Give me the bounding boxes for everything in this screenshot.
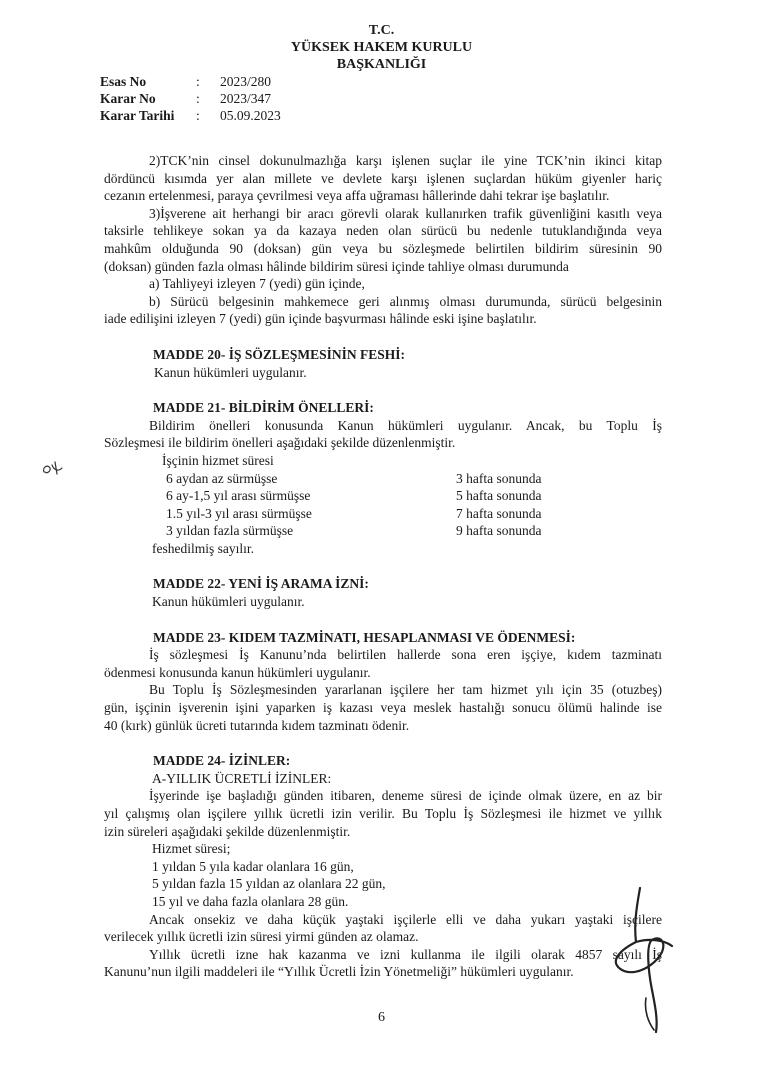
paragraph-line: Hizmet süresi; [152,841,231,857]
article-heading: MADDE 20- İŞ SÖZLEŞMESİNİN FESHİ: [153,346,406,362]
paragraph-line: (doksan) günden fazla olması hâlinde bildirim süresi içinde tahliye olması durumunda [104,258,569,274]
meta-key: Karar Tarihi [100,108,175,123]
paragraph-line: İşyerinde işe başladığı günden itibaren, deneme süresi de içinde olmak üzere, en az bir [149,788,662,804]
paragraph-line: Kanun hükümleri uygulanır. [152,594,305,610]
paragraph-line: Kanun hükümleri uygulanır. [154,364,307,380]
paragraph-line: Bildirim önelleri konusunda Kanun hükümleri uygulanır. Ancak, bu Toplu İş [149,417,662,433]
notice-period: 6 ay-1,5 yıl arası sürmüşse [166,488,311,504]
meta-key: Karar No [100,91,156,106]
paragraph-line: mahkûm olduğunda 90 (doksan) gün veya bu sözleşmede belirtilen bildirim süresinin 90 [104,240,662,256]
service-row: 15 yıl ve daha fazla olanlara 28 gün. [152,893,349,909]
paragraph-line: cezanın ertelenmesi, paraya çevrilmesi veya affa uğraması hâllerinde dahi tekrar işe başlatılır. [104,188,610,204]
meta-key: Esas No [100,74,147,89]
meta-value: 2023/347 [220,91,272,106]
paragraph-line: Sözleşmesi ile bildirim önelleri aşağıdaki şekilde düzenlenmiştir. [104,435,456,451]
paragraph-line: taksirle tehlikeye sokan ya da kazaya neden olan sürücü bu nedenle tutuklandığında veya [104,223,662,239]
meta-colon: : [196,91,200,106]
service-row: 5 yıldan fazla 15 yıldan az olanlara 22 gün, [152,876,386,892]
notice-duration: 5 hafta sonunda [456,488,542,504]
sub-heading: A-YILLIK ÜCRETLİ İZİNLER: [152,770,332,786]
notice-duration: 7 hafta sonunda [456,505,542,521]
notice-row [104,487,662,505]
paragraph-line: iade edilişini izleyen 7 (yedi) gün içinde başvurması hâlinde eski işine başlatılır. [104,311,537,327]
meta-row-esas [100,73,281,90]
handwritten-initials-mark [40,458,66,480]
document-body [104,152,662,981]
article-heading: MADDE 21- BİLDİRİM ÖNELLERİ: [153,400,374,416]
paragraph-line: Yıllık ücretli izne hak kazanma ve izni kullanma ile ilgili olarak 4857 sayılı İş [149,946,662,962]
service-row: 1 yıldan 5 yıla kadar olanlara 16 gün, [152,858,354,874]
notice-row [104,522,662,540]
notice-row [104,505,662,523]
document-header [0,22,763,73]
meta-colon: : [196,74,200,89]
paragraph-line: izin süreleri aşağıdaki şekilde düzenlenmiştir. [104,823,351,839]
meta-value: 2023/280 [220,74,272,89]
paragraph-line: Bu Toplu İş Sözleşmesinden yararlanan işçilere her tam hizmet yılı için 35 (otuzbeş) [149,682,662,698]
case-metadata [100,73,281,124]
header-line-institution: YÜKSEK HAKEM KURULU [290,40,473,55]
page-number: 6 [378,1010,385,1025]
paragraph-line: İşçinin hizmet süresi [162,452,274,468]
article-heading: MADDE 24- İZİNLER: [153,753,291,769]
paragraph-line: 40 (kırk) günlük ücreti tutarında kıdem tazminatı ödenir. [104,717,410,733]
paragraph-line: yıl çalışmış olan işçilere yıllık ücretli izin verilir. Bu Toplu İş Sözleşmesi ile hizmet ve yıllık [104,806,662,821]
notice-table [104,470,662,540]
paragraph-line: Ancak onsekiz ve daha küçük yaştaki işçilerle elli ve daha yukarı yaştaki işçilere [149,911,662,927]
article-heading: MADDE 23- KIDEM TAZMİNATI, HESAPLANMASI VE ÖDENMESİ: [153,629,576,645]
paragraph-line: 2)TCK’nin cinsel dokunulmazlığa karşı işlenen suçlar ile yine TCK’nin ikinci kitap [149,153,662,168]
paragraph-line: a) Tahliyeyi izleyen 7 (yedi) gün içinde, [149,276,365,292]
article-heading: MADDE 22- YENİ İŞ ARAMA İZNİ: [153,576,369,592]
meta-row-tarih [100,107,281,124]
notice-period: 1.5 yıl-3 yıl arası sürmüşse [166,505,312,521]
paragraph-line: Kanunu’nun ilgili maddeleri ile “Yıllık Ücretli İzin Yönetmeliği” hükümleri uygulanır. [104,964,574,980]
paragraph-line: b) Sürücü belgesinin mahkemece geri alınmış olması durumunda, sürücü belgesinin [149,293,662,309]
meta-colon: : [196,108,200,123]
header-line-tc: T.C. [368,23,395,38]
paragraph-line: gün, işçinin işverenin işini yaparken iş kazası veya meslek hastalığı sonucu ölümü halinde ise [104,700,662,716]
notice-duration: 3 hafta sonunda [456,470,542,486]
paragraph-line: 3)İşverene ait herhangi bir aracı görevli olarak kullanırken trafik güvenliğini kasıtlı veya [149,205,662,221]
meta-value: 05.09.2023 [220,108,281,123]
paragraph-line: İş sözleşmesi İş Kanunu’nda belirtilen hallerde sona eren işçiye, kıdem tazminatı [149,647,662,663]
paragraph-line: ödenmesi konusunda kanun hükümleri uygulanır. [104,664,371,680]
meta-row-karar [100,90,281,107]
paragraph-line: verilecek yıllık ücretli izin süresi yirmi günden az olamaz. [104,929,419,945]
notice-period: 6 aydan az sürmüşse [166,470,278,486]
paragraph-line: dördüncü kısımda yer alan millete ve devlete karşı işlenen suçlardan hüküm giyenler hariç [104,170,662,186]
paragraph-line: feshedilmiş sayılır. [152,540,254,556]
notice-row [104,470,662,488]
notice-period: 3 yıldan fazla sürmüşse [166,523,294,539]
header-line-department: BAŞKANLIĞI [336,57,427,72]
notice-duration: 9 hafta sonunda [456,523,542,539]
